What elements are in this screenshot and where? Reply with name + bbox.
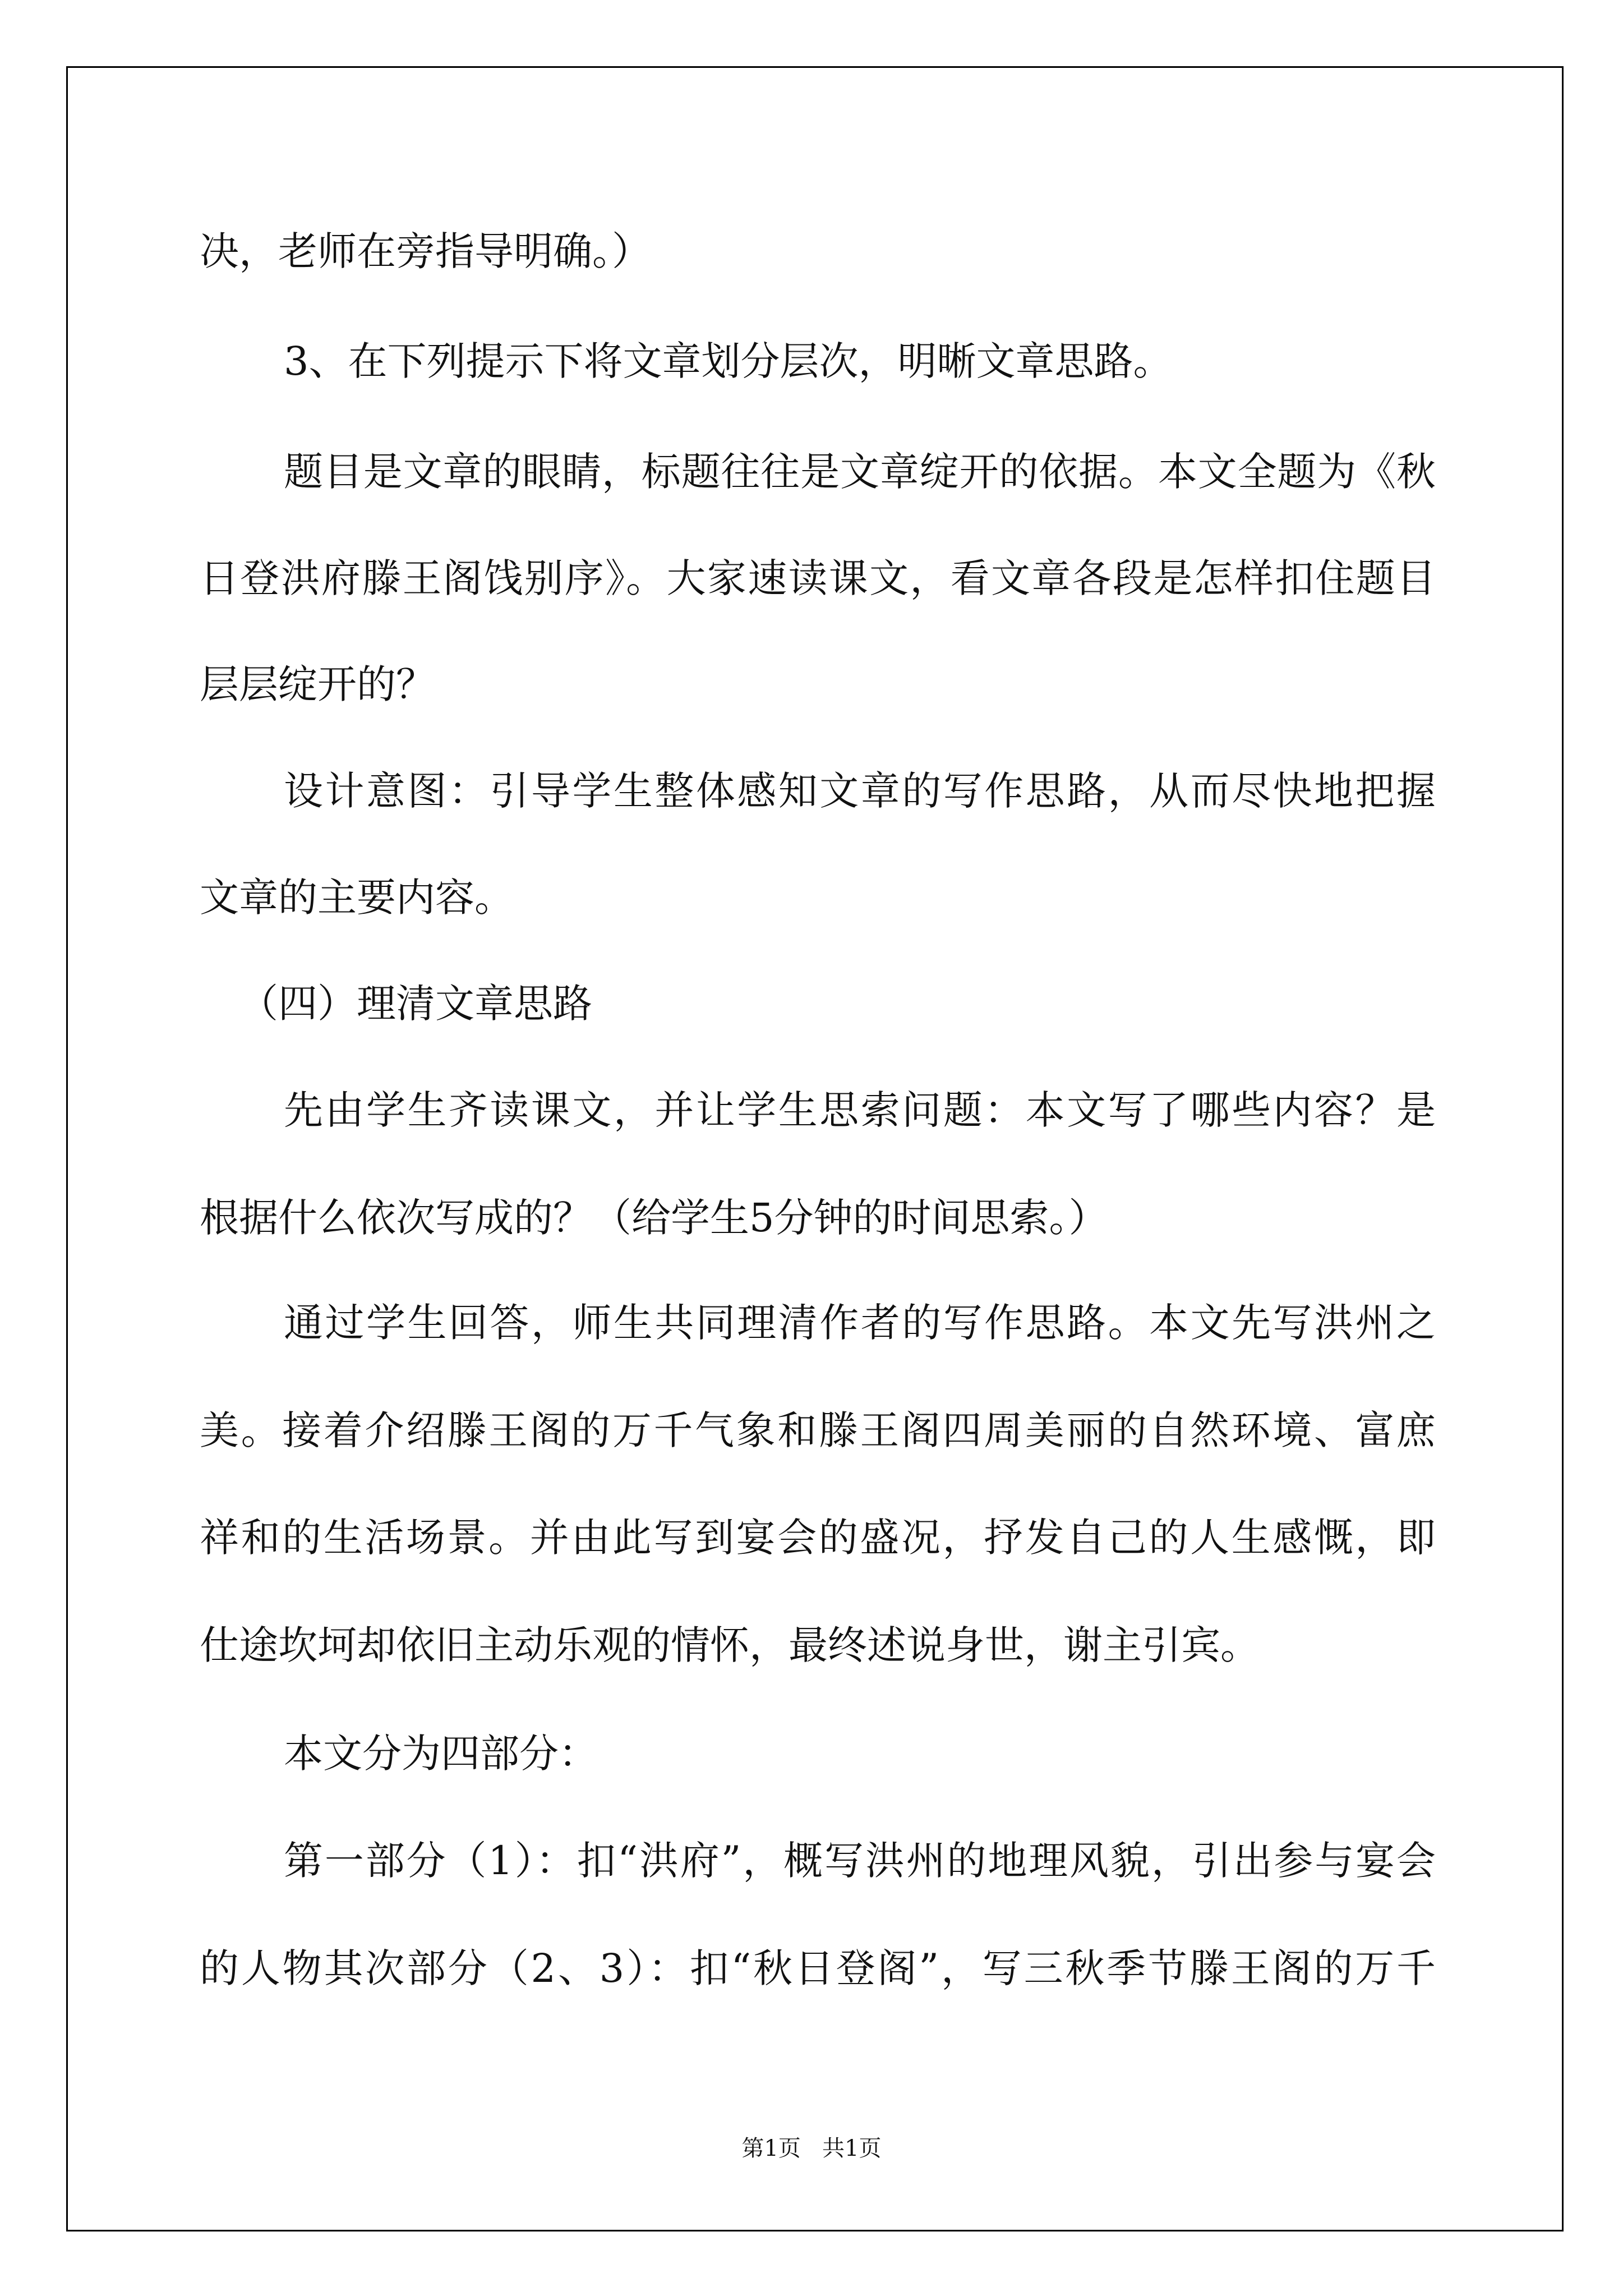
paragraph-line: 决，老师在旁指导明确。） [200,228,651,274]
paragraph-line: 先由学生齐读课文，并让学生思索问题：本文写了哪些内容？是 [284,1087,1436,1133]
paragraph-line: 日登洪府滕王阁饯别序》。大家速读课文，看文章各段是怎样扣住题目 [200,555,1436,601]
paragraph-line: 仕途坎坷却依旧主动乐观的情怀，最终述说身世，谢主引宾。 [200,1622,1260,1668]
page-number-footer: 第1页 共1页 [741,2136,882,2161]
paragraph-line: 通过学生回答，师生共同理清作者的写作思路。本文先写洪州之 [284,1300,1436,1346]
page-border [66,66,1564,2231]
paragraph-line: 文章的主要内容。 [200,875,514,921]
paragraph-line: 本文分为四部分： [284,1731,598,1777]
paragraph-line: 美。接着介绍滕王阁的万千气象和滕王阁四周美丽的自然环境、富庶 [200,1407,1436,1453]
paragraph-line: 设计意图：引导学生整体感知文章的写作思路，从而尽快地把握 [284,768,1436,814]
paragraph-line: 层层绽开的？ [200,661,435,707]
section-heading: （四）理清文章思路 [239,981,592,1027]
paragraph-line: 的人物其次部分（2、3）：扣“秋日登阁”，写三秋季节滕王阁的万千 [200,1945,1436,1991]
paragraph-line: 3、在下列提示下将文章划分层次，明晰文章思路。 [284,338,1173,384]
paragraph-line: 第一部分（1）：扣“洪府”，概写洪州的地理风貌，引出参与宴会 [284,1838,1436,1884]
paragraph-line: 根据什么依次写成的？（给学生5分钟的时间思索。） [200,1195,1108,1241]
paragraph-line: 祥和的生活场景。并由此写到宴会的盛况，抒发自己的人生感慨，即 [200,1515,1436,1561]
paragraph-line: 题目是文章的眼睛，标题往往是文章绽开的依据。本文全题为《秋 [284,449,1436,495]
